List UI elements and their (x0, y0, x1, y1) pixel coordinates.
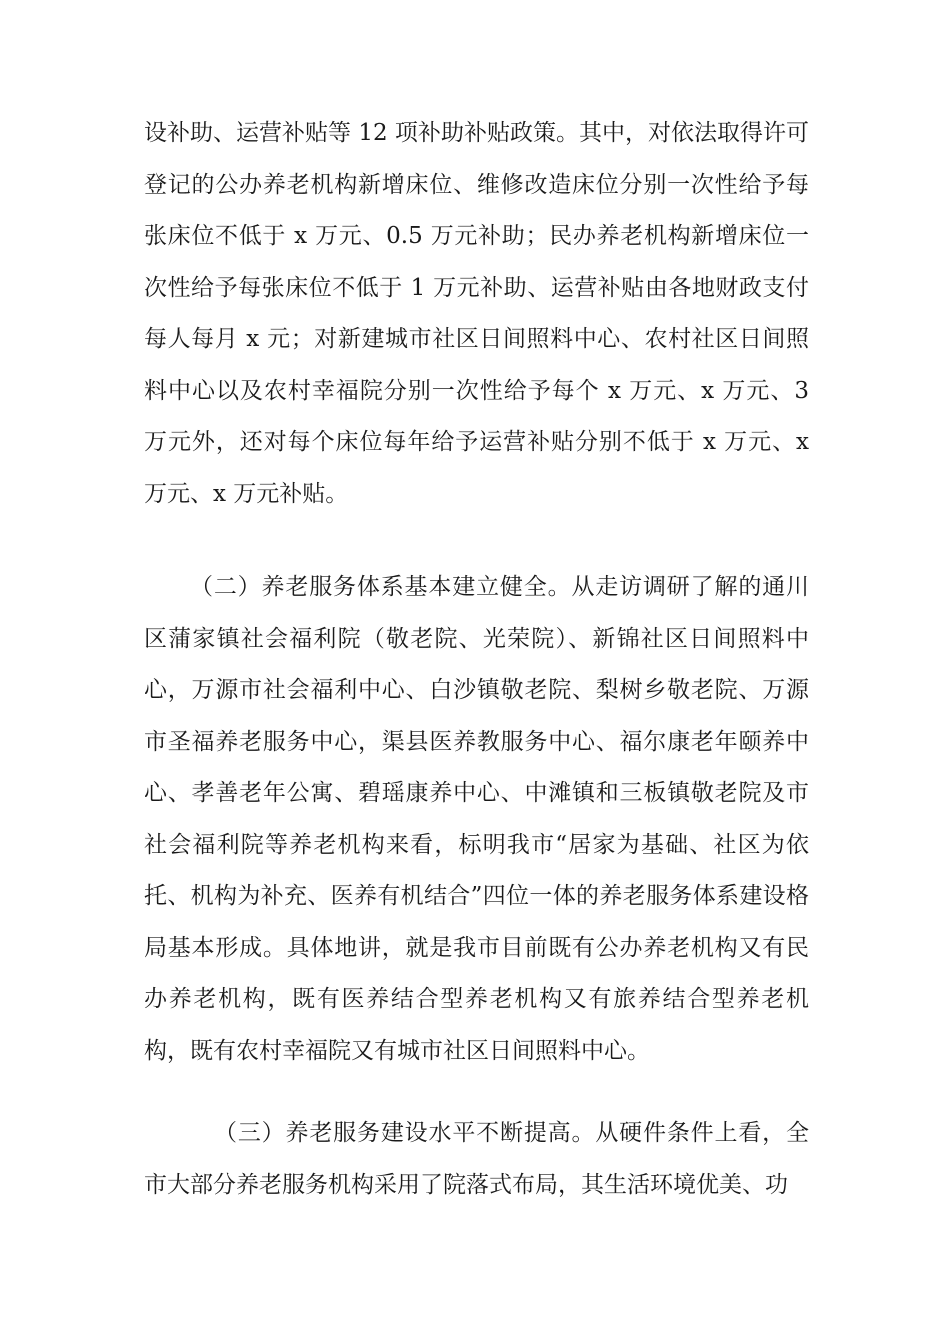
paragraph-service-system: （二）养老服务体系基本建立健全。从走访调研了解的通川区蒲家镇社会福利院（敬老院、光荣院）、新锦社区日间照料中心，万源市社会福利中心、白沙镇敬老院、梨树乡敬老院、万源市圣福养老服务中心，渠县医养教服务中心、福尔康老年颐养中心、孝善老年公寓、碧瑶康养中心、中滩镇和三板镇敬老院及市社会福利院等养老机构来看，标明我市“居家为基础、社区为依托、机构为补充、医养有机结合”四位一体的养老服务体系建设格局基本形成。具体地讲，就是我市目前既有公办养老机构又有民办养老机构，既有医养结合型养老机构又有旅养结合型养老机构，既有农村幸福院又有城市社区日间照料中心。 (144, 574, 809, 1064)
paragraph-subsidy-policy: 设补助、运营补贴等 12 项补助补贴政策。其中，对依法取得许可登记的公办养老机构新增床位、维修改造床位分别一次性给予每张床位不低于 x 万元、0.5 万元补助；民办养老机构新增床位一次性给予每张床位不低于 1 万元补助、运营补贴由各地财政支付每人每月 x 元；对新建城市社区日间照料中心、农村社区日间照料中心以及农村幸福院分别一次性给予每个 x 万元、x 万元、3 万元外，还对每个床位每年给予运营补贴分别不低于 x 万元、x 万元、x 万元补贴。 (144, 120, 809, 507)
paragraph-service-level: （三）养老服务建设水平不断提高。从硬件条件上看，全市大部分养老服务机构采用了院落式布局，其生活环境优美、功 (144, 1120, 809, 1198)
